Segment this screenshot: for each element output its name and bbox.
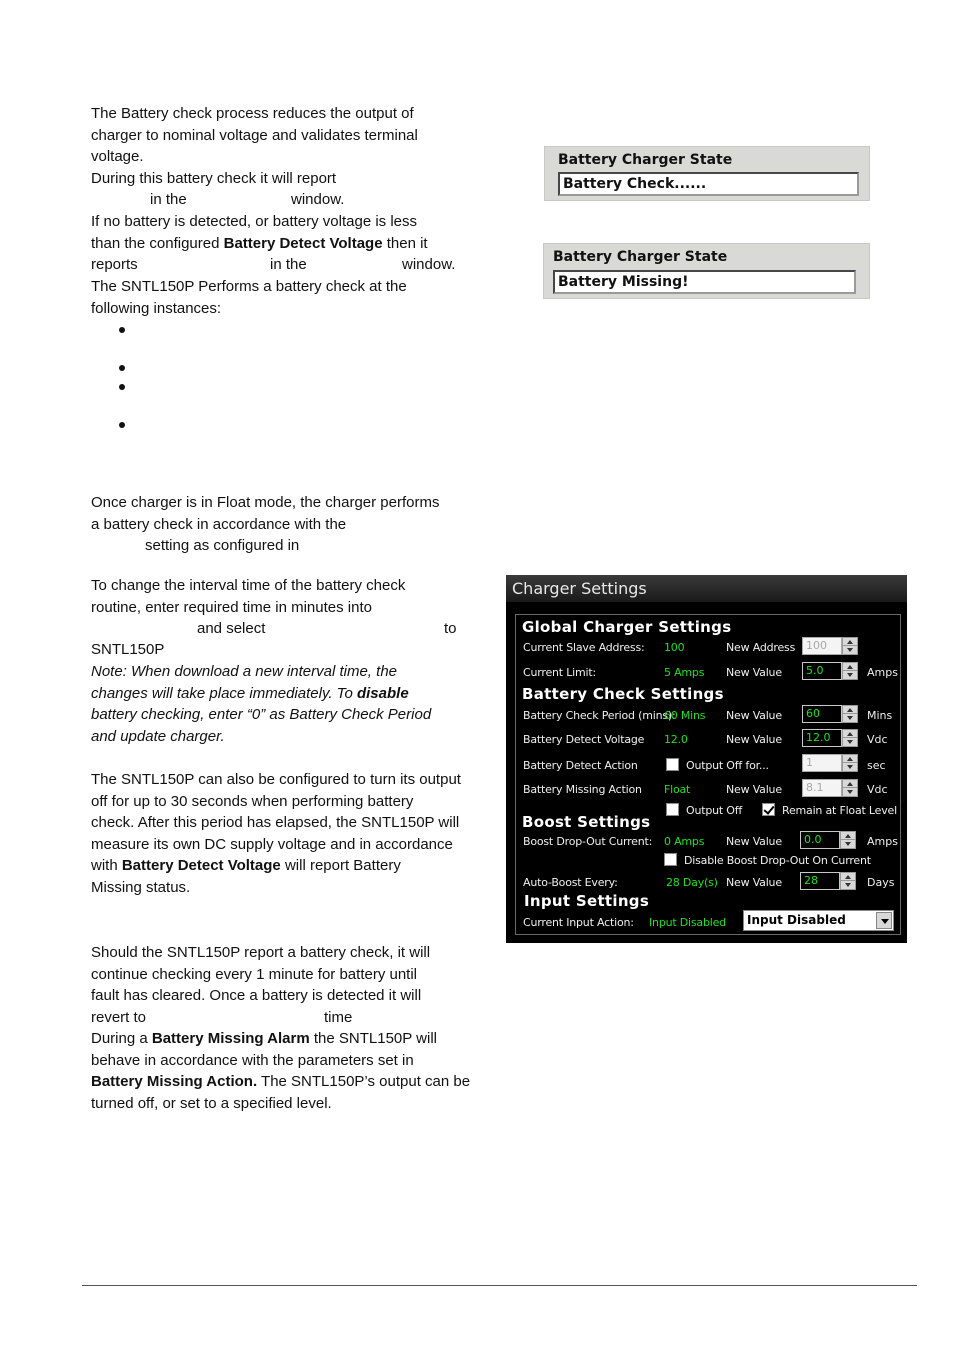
- check-period-value: 60 Mins: [664, 709, 706, 722]
- checkbox-label: Remain at Float Level: [782, 804, 897, 817]
- text-fragment: in the: [150, 191, 187, 208]
- current-limit-stepper[interactable]: [802, 662, 858, 680]
- remain-float-checkbox[interactable]: [762, 803, 775, 816]
- missing-action-value: Float: [664, 783, 691, 796]
- text-line: voltage.: [91, 148, 144, 166]
- boost-dropout-label: Boost Drop-Out Current:: [523, 835, 653, 848]
- text-fragment: time: [324, 1009, 353, 1026]
- text-line: Should the SNTL150P report a battery check, it will: [91, 944, 431, 961]
- stepper-arrows[interactable]: [842, 754, 858, 772]
- paragraph-missing-alarm: [91, 1028, 511, 1114]
- missing-action-label: Battery Missing Action: [523, 783, 642, 796]
- checkbox-label: Output Off for...: [686, 759, 769, 772]
- text-line: [91, 661, 491, 683]
- note-text: changes will take place immediately. To: [91, 684, 357, 702]
- input-action-select[interactable]: [743, 910, 894, 931]
- stepper-arrows[interactable]: [840, 872, 856, 890]
- input-action-value: Input Disabled: [649, 916, 726, 929]
- detect-voltage-stepper[interactable]: [802, 729, 858, 747]
- section-heading-input: Input Settings: [524, 892, 650, 910]
- footer-divider: [82, 1285, 917, 1286]
- bullet: [119, 327, 125, 333]
- new-address-stepper[interactable]: [802, 637, 858, 655]
- bold-term: Battery Missing Alarm: [151, 1030, 310, 1047]
- stepper-arrows[interactable]: [842, 779, 858, 797]
- text-span: The SNTL150P’s output can be: [257, 1073, 471, 1091]
- current-limit-value: 5 Amps: [664, 666, 705, 679]
- text-fragment: revert to: [91, 1009, 147, 1026]
- paragraph-battery-check-intro: [91, 103, 491, 189]
- text-line: off for up to 30 seconds when performing battery: [91, 792, 414, 810]
- text-line: [91, 726, 491, 748]
- note-paragraph: [91, 661, 491, 747]
- text-line: If no battery is detected, or battery voltage is less: [91, 213, 418, 230]
- chevron-down-icon[interactable]: [876, 912, 892, 929]
- text-span: the SNTL150P will: [309, 1030, 437, 1047]
- new-value-label: New Value: [726, 733, 782, 746]
- current-limit-label: Current Limit:: [523, 666, 596, 679]
- note-text: and update charger.: [91, 727, 225, 745]
- state-label: Battery Charger State: [558, 152, 733, 168]
- text-line: [91, 704, 491, 726]
- bullet: [119, 384, 125, 390]
- paragraph-float-mode: [91, 492, 491, 535]
- section-heading-battery: Battery Check Settings: [522, 685, 724, 703]
- text-span: with: [91, 857, 122, 875]
- slave-address-value: 100: [664, 641, 685, 654]
- stepper-field[interactable]: 8.1: [802, 779, 842, 797]
- text-line: check. After this period has elapsed, the SNTL150P will: [91, 814, 460, 832]
- unit-label: sec: [867, 759, 886, 772]
- unit-label: Mins: [867, 709, 893, 722]
- text-line: fault has cleared. Once a battery is detected it will: [91, 987, 422, 1005]
- bold-term: Battery Detect Voltage: [121, 857, 281, 875]
- text-span: During a: [91, 1030, 152, 1047]
- text-line: To change the interval time of the battery check: [91, 577, 406, 594]
- battery-charger-state-panel: [544, 146, 870, 201]
- stepper-field[interactable]: 5.0: [802, 662, 842, 680]
- text-line: The Battery check process reduces the output of: [91, 105, 414, 122]
- note-text: battery checking, enter “0” as Battery Check Period: [91, 706, 432, 724]
- stepper-arrows[interactable]: [842, 662, 858, 680]
- note-bold: disable: [356, 684, 409, 702]
- detect-action-label: Battery Detect Action: [523, 759, 638, 772]
- detect-voltage-value: 12.0: [664, 733, 688, 746]
- unit-label: Vdc: [867, 783, 888, 796]
- paragraph-output-off: [91, 769, 511, 899]
- note-text: Note: When download a new interval time, the: [91, 663, 397, 680]
- new-value-label: New Value: [726, 876, 782, 889]
- new-value-label: New Value: [726, 709, 782, 722]
- new-address-label: New Address: [726, 641, 796, 654]
- window-title: Charger Settings: [506, 575, 907, 602]
- section-heading-global: Global Charger Settings: [522, 618, 732, 636]
- paragraph-no-battery: [91, 211, 491, 254]
- paragraph-interval: [91, 575, 491, 618]
- check-period-stepper[interactable]: [802, 705, 858, 723]
- bold-term: Battery Detect Voltage: [223, 234, 383, 252]
- stepper-arrows[interactable]: [842, 729, 858, 747]
- text-line: continue checking every 1 minute for battery until: [91, 965, 418, 983]
- boost-dropout-value: 0 Amps: [664, 835, 705, 848]
- missing-action-stepper[interactable]: [802, 779, 858, 797]
- paragraph-instances: [91, 276, 491, 319]
- text-line: charger to nominal voltage and validates terminal: [91, 126, 418, 144]
- slave-address-label: Current Slave Address:: [523, 641, 645, 654]
- output-off-seconds-stepper[interactable]: [802, 754, 858, 772]
- bullet: [119, 365, 125, 371]
- text-span: than the configured: [91, 234, 224, 252]
- output-off-for-checkbox[interactable]: [666, 758, 679, 771]
- text-line: The SNTL150P can also be configured to turn its output: [91, 771, 461, 788]
- new-value-label: New Value: [726, 783, 782, 796]
- text-line: [91, 1071, 511, 1093]
- unit-label: Amps: [867, 666, 898, 679]
- stepper-field[interactable]: 60: [802, 705, 842, 723]
- text-fragment: and select: [197, 620, 266, 637]
- unit-label: Days: [867, 876, 895, 889]
- text-fragment: window.: [291, 191, 345, 208]
- input-action-label: Current Input Action:: [523, 916, 634, 929]
- bold-term: Battery Missing Action.: [91, 1073, 258, 1091]
- stepper-field[interactable]: 1: [802, 754, 842, 772]
- text-line: [91, 683, 491, 705]
- state-value-field[interactable]: Battery Check......: [558, 172, 859, 196]
- unit-label: Amps: [867, 835, 898, 848]
- check-period-label: Battery Check Period (mins):: [523, 709, 676, 722]
- text-line: turned off, or set to a specified level.: [91, 1094, 332, 1112]
- text-line: Missing status.: [91, 878, 191, 896]
- disable-boost-dropout-checkbox[interactable]: [664, 853, 677, 866]
- text-line: Once charger is in Float mode, the charger performs: [91, 494, 440, 511]
- checkbox-label: Disable Boost Drop-Out On Current: [684, 854, 871, 867]
- bullet: [119, 422, 125, 428]
- stepper-field[interactable]: 12.0: [802, 729, 842, 747]
- text-span: will report Battery: [280, 857, 401, 875]
- unit-label: Vdc: [867, 733, 888, 746]
- auto-boost-label: Auto-Boost Every:: [523, 876, 618, 889]
- state-label: Battery Charger State: [553, 249, 728, 265]
- text-span: then it: [382, 234, 428, 252]
- text-line: a battery check in accordance with the: [91, 515, 347, 533]
- stepper-arrows[interactable]: [842, 705, 858, 723]
- select-value: Input Disabled: [747, 913, 846, 927]
- stepper-field[interactable]: 28: [800, 872, 840, 890]
- stepper-field[interactable]: 0.0: [800, 831, 840, 849]
- text-line: behave in accordance with the parameters set in: [91, 1051, 414, 1069]
- text-fragment: in the: [270, 256, 307, 273]
- text-line: During this battery check it will report: [91, 169, 337, 187]
- text-fragment: reports: [91, 256, 138, 273]
- text-line: [91, 855, 511, 877]
- stepper-arrows[interactable]: [842, 637, 858, 655]
- text-fragment: window.: [402, 256, 456, 273]
- section-heading-boost: Boost Settings: [522, 813, 651, 831]
- text-fragment: setting as configured in: [145, 537, 300, 554]
- paragraph-battery-missing: [91, 942, 511, 1007]
- text-fragment: SNTL150P: [91, 641, 165, 658]
- auto-boost-value: 28 Day(s): [666, 876, 718, 889]
- battery-charger-state-panel-missing: [543, 243, 870, 299]
- auto-boost-stepper[interactable]: [800, 872, 856, 890]
- state-value-field[interactable]: Battery Missing!: [553, 270, 856, 294]
- text-line: routine, enter required time in minutes into: [91, 598, 372, 616]
- output-off-checkbox[interactable]: [666, 803, 679, 816]
- text-line: The SNTL150P Performs a battery check at the: [91, 278, 407, 295]
- text-line: following instances:: [91, 299, 222, 317]
- text-line: measure its own DC supply voltage and in accordance: [91, 835, 453, 853]
- text-fragment: to: [444, 620, 457, 637]
- new-value-label: New Value: [726, 835, 782, 848]
- charger-settings-window: [506, 575, 907, 943]
- checkbox-label: Output Off: [686, 804, 743, 817]
- stepper-arrows[interactable]: [840, 831, 856, 849]
- boost-dropout-stepper[interactable]: [800, 831, 856, 849]
- new-value-label: New Value: [726, 666, 782, 679]
- detect-voltage-label: Battery Detect Voltage: [523, 733, 645, 746]
- stepper-field[interactable]: 100: [802, 637, 842, 655]
- text-line: [91, 233, 491, 255]
- text-line: [91, 1028, 511, 1050]
